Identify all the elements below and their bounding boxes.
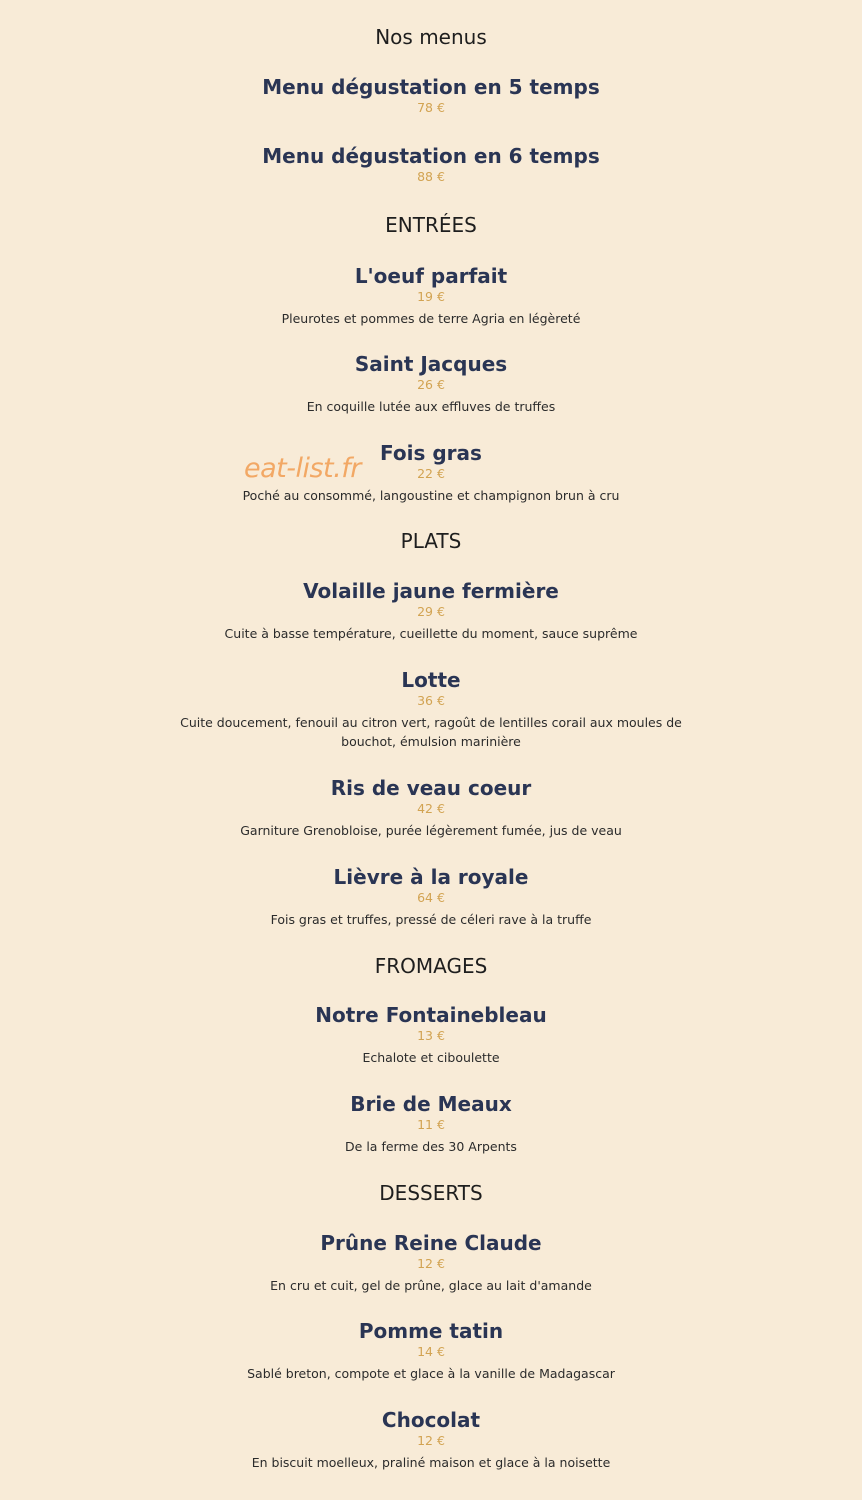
- dish-description: En cru et cuit, gel de prûne, glace au lait d'amande: [270, 1278, 592, 1293]
- dish-name: L'oeuf parfait: [354, 264, 508, 288]
- dish-description: Poché au consommé, langoustine et champignon brun à cru: [242, 488, 620, 503]
- dish-description: En coquille lutée aux effluves de truffes: [306, 399, 556, 414]
- watermark-logo: eat-list.fr: [244, 453, 361, 484]
- section-title-fromages: FROMAGES: [374, 954, 488, 978]
- dish-name: Saint Jacques: [354, 352, 508, 376]
- dish-price: 64 €: [417, 890, 445, 905]
- dish-description: Cuite à basse température, cueillette du moment, sauce suprême: [224, 626, 638, 641]
- dish-item: [0, 1407, 862, 1472]
- dish-item: [0, 440, 862, 505]
- dish-name: Lièvre à la royale: [333, 865, 529, 889]
- section-title-entrees: ENTRÉES: [385, 213, 477, 237]
- section-title-plats: PLATS: [400, 529, 462, 553]
- dish-price: 19 €: [417, 289, 445, 304]
- dish-price: 29 €: [417, 604, 445, 619]
- dish-name: Lotte: [401, 668, 461, 692]
- dish-name: Fois gras: [380, 441, 482, 465]
- dish-item: [0, 351, 862, 416]
- menu-item: [0, 74, 862, 116]
- dish-description: Sablé breton, compote et glace à la vanille de Madagascar: [247, 1366, 615, 1381]
- dish-price: 11 €: [417, 1117, 445, 1132]
- dish-price: 42 €: [417, 801, 445, 816]
- dish-price: 13 €: [417, 1028, 445, 1043]
- menu-item-price: 78 €: [417, 100, 445, 115]
- dish-description: Garniture Grenobloise, purée légèrement fumée, jus de veau: [240, 823, 622, 838]
- dish-item: [0, 578, 862, 643]
- dish-item: [0, 1318, 862, 1383]
- dish-name: Chocolat: [381, 1408, 481, 1432]
- dish-description: Pleurotes et pommes de terre Agria en légèreté: [281, 311, 581, 326]
- dish-item: [0, 263, 862, 328]
- dish-name: Brie de Meaux: [350, 1092, 512, 1116]
- menu-item: [0, 143, 862, 185]
- dish-name: Notre Fontainebleau: [315, 1003, 547, 1027]
- menu-item-name: Menu dégustation en 6 temps: [262, 144, 600, 168]
- menu-item-name: Menu dégustation en 5 temps: [262, 75, 600, 99]
- dish-name: Ris de veau coeur: [330, 776, 532, 800]
- menu-item-price: 88 €: [417, 169, 445, 184]
- dish-description: Echalote et ciboulette: [362, 1050, 500, 1065]
- dish-description: En biscuit moelleux, praliné maison et glace à la noisette: [251, 1455, 611, 1470]
- dish-name: Prûne Reine Claude: [320, 1231, 542, 1255]
- dish-item: [0, 1091, 862, 1156]
- page-title: Nos menus: [375, 25, 487, 49]
- dish-price: 36 €: [417, 693, 445, 708]
- dish-price: 12 €: [417, 1433, 445, 1448]
- dish-name: Volaille jaune fermière: [303, 579, 559, 603]
- dish-price: 14 €: [417, 1344, 445, 1359]
- dish-name: Pomme tatin: [358, 1319, 504, 1343]
- dish-description: De la ferme des 30 Arpents: [345, 1139, 517, 1154]
- dish-item: [0, 775, 862, 840]
- dish-item: [0, 1230, 862, 1295]
- dish-item: [0, 864, 862, 929]
- dish-description: Fois gras et truffes, pressé de céleri rave à la truffe: [270, 912, 592, 927]
- dish-item: [0, 1002, 862, 1067]
- dish-description: Cuite doucement, fenouil au citron vert, ragoût de lentilles corail aux moules de bouchot, émulsion marinière: [180, 715, 682, 749]
- dish-price: 12 €: [417, 1256, 445, 1271]
- dish-item: [0, 667, 862, 751]
- dish-price: 26 €: [417, 377, 445, 392]
- section-title-desserts: DESSERTS: [379, 1181, 483, 1205]
- dish-price: 22 €: [417, 466, 445, 481]
